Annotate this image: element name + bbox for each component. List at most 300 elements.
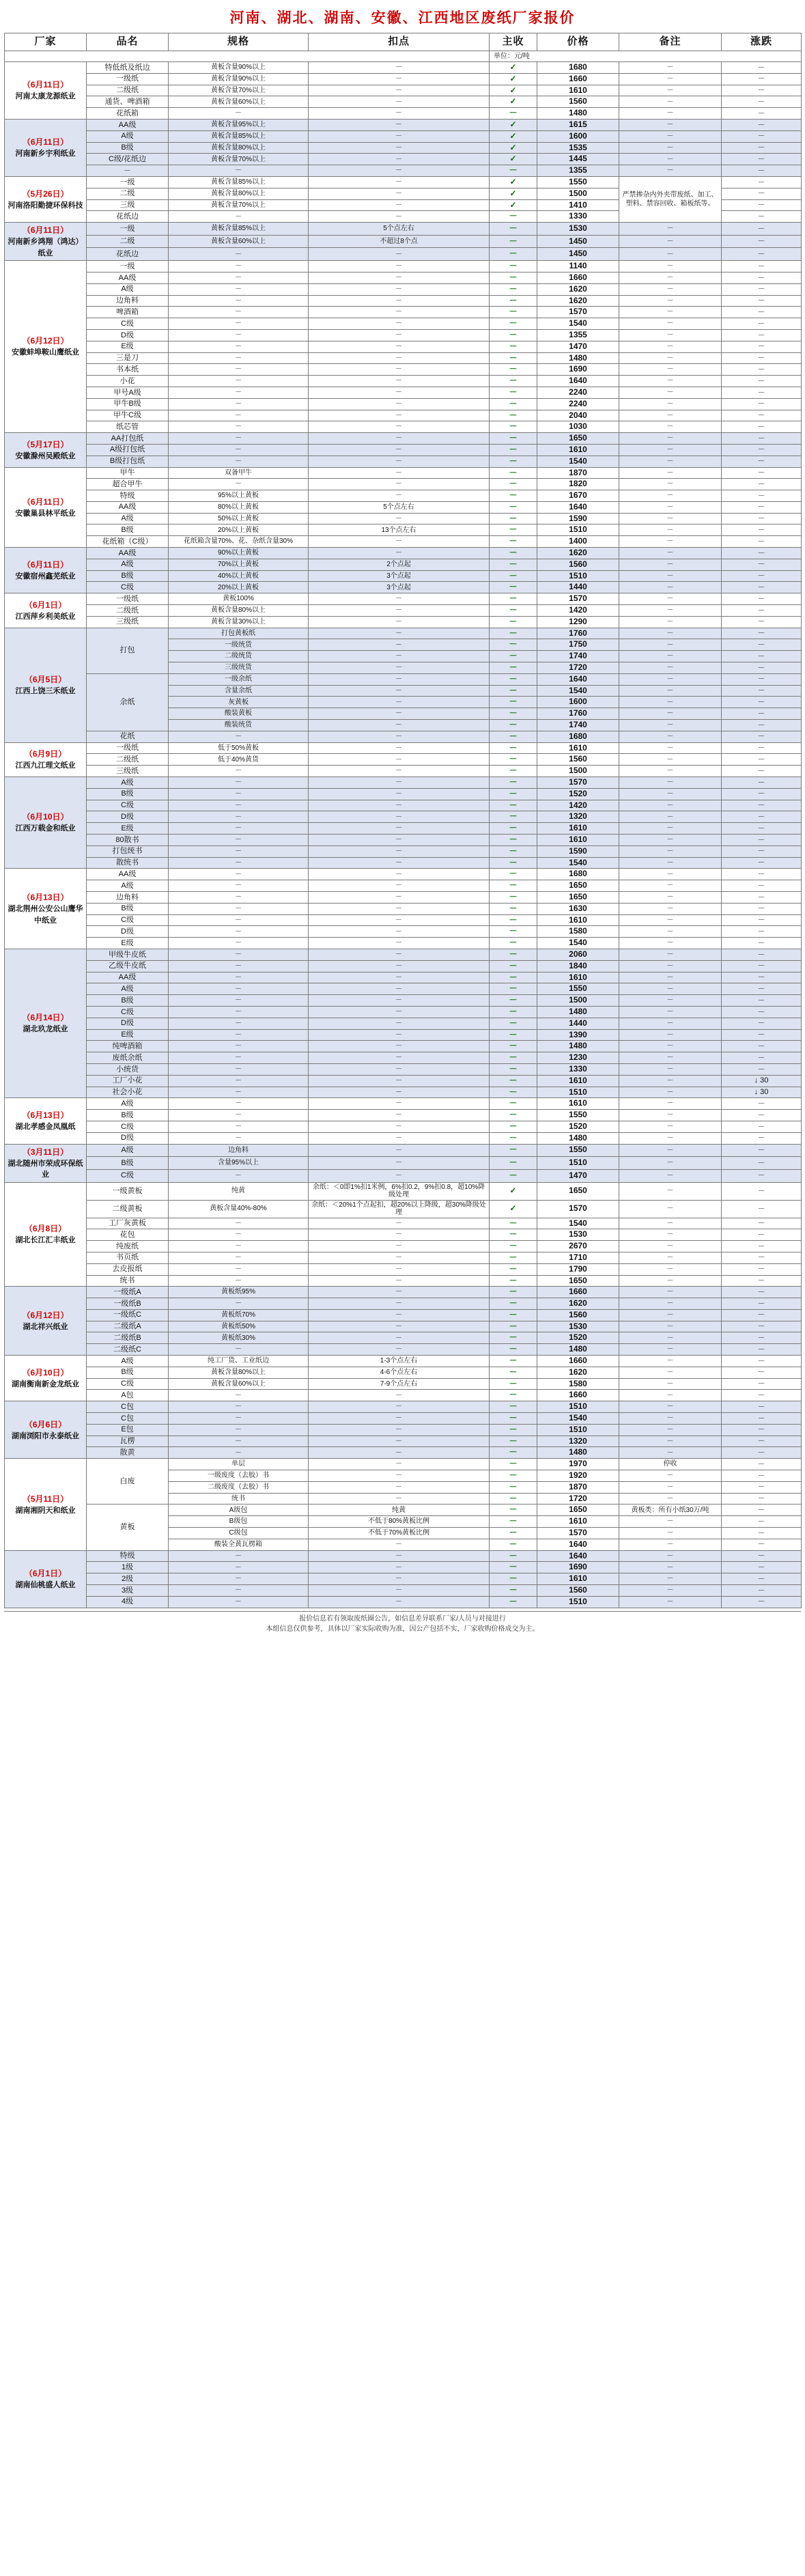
table-body [5, 62, 802, 1608]
main-buy-cell: － [490, 1504, 537, 1516]
main-buy-cell: － [490, 1401, 537, 1413]
spec-cell: 酸装统货 [169, 720, 309, 731]
deduction-cell: － [309, 1562, 490, 1573]
col-price: 价格 [537, 33, 619, 51]
note-cell: － [619, 536, 722, 548]
price-cell: 1550 [537, 1144, 619, 1157]
spec-cell: － [169, 456, 309, 467]
table-row [5, 1332, 802, 1344]
product-name-cell: 打包 [87, 628, 169, 673]
deduction-cell: － [309, 1229, 490, 1241]
deduction-cell: － [309, 708, 490, 720]
note-cell: － [619, 651, 722, 662]
main-buy-cell: － [490, 307, 537, 318]
deduction-cell: － [309, 1275, 490, 1287]
change-cell: － [722, 616, 802, 628]
spec-cell: － [169, 1132, 309, 1144]
deduction-cell: － [309, 1241, 490, 1252]
table-row [5, 995, 802, 1007]
change-cell: － [722, 513, 802, 524]
main-buy-cell: － [490, 1029, 537, 1041]
price-cell: 1470 [537, 341, 619, 352]
change-cell: － [722, 1132, 802, 1144]
main-buy-cell: － [490, 891, 537, 903]
note-cell: － [619, 1481, 722, 1493]
price-cell: 1610 [537, 1075, 619, 1087]
spec-cell: 三级统货 [169, 662, 309, 674]
table-row [5, 800, 802, 811]
product-name-cell: E包 [87, 1424, 169, 1436]
spec-cell: 一级余纸 [169, 673, 309, 685]
change-cell: － [722, 1528, 802, 1539]
change-cell: － [722, 972, 802, 983]
deduction-cell: － [309, 1029, 490, 1041]
table-row [5, 1052, 802, 1064]
table-row [5, 1241, 802, 1252]
table-row [5, 1098, 802, 1110]
change-cell: － [722, 1436, 802, 1447]
note-cell: － [619, 1287, 722, 1298]
table-row [5, 352, 802, 364]
price-cell: 1650 [537, 891, 619, 903]
factory-cell [5, 1144, 87, 1182]
main-buy-cell: ✓ [490, 142, 537, 154]
spec-cell: － [169, 1263, 309, 1275]
factory-cell [5, 628, 87, 742]
spec-cell: － [169, 914, 309, 926]
note-cell: － [619, 880, 722, 892]
main-buy-cell: － [490, 444, 537, 456]
note-cell: － [619, 501, 722, 513]
product-name-cell: AA级 [87, 548, 169, 559]
deduction-cell: － [309, 903, 490, 914]
main-buy-cell: － [490, 1436, 537, 1447]
spec-cell: A级包 [169, 1504, 309, 1516]
note-cell: － [619, 754, 722, 766]
change-cell: － [722, 1493, 802, 1504]
table-row [5, 1459, 802, 1470]
product-name-cell: 甲牛C级 [87, 410, 169, 421]
factory-cell [5, 1182, 87, 1287]
product-name-cell: AA级 [87, 869, 169, 880]
price-cell: 1650 [537, 880, 619, 892]
change-cell: － [722, 983, 802, 995]
product-name-cell: 花纸箱（C级） [87, 536, 169, 548]
deduction-cell: － [309, 605, 490, 617]
factory-name: 江西九江理文纸业 [15, 761, 76, 770]
product-name-cell: 甲号A级 [87, 387, 169, 398]
main-buy-cell: － [490, 1298, 537, 1310]
factory-name: 安徽滁州吴殿纸业 [15, 451, 76, 460]
price-cell: 1510 [537, 1424, 619, 1436]
deduction-cell: － [309, 248, 490, 261]
deduction-cell: － [309, 972, 490, 983]
factory-name: 湖北长江汇丰纸业 [15, 1236, 76, 1245]
deduction-cell: － [309, 685, 490, 697]
main-buy-cell: ✓ [490, 188, 537, 199]
note-cell: － [619, 960, 722, 972]
deduction-cell: － [309, 869, 490, 880]
product-name-cell: C级 [87, 1006, 169, 1018]
change-cell: － [722, 777, 802, 789]
spec-cell: 黄板含量80%以上 [169, 142, 309, 154]
factory-name: 安徽宿州鑫芜纸业 [15, 572, 76, 580]
deduction-cell: － [309, 398, 490, 410]
spec-cell: 黄板纸50% [169, 1321, 309, 1332]
deduction-cell: － [309, 1218, 490, 1229]
note-cell: － [619, 835, 722, 846]
product-name-cell: 书本纸 [87, 364, 169, 376]
spec-cell: － [169, 891, 309, 903]
price-cell: 1750 [537, 639, 619, 651]
table-row [5, 261, 802, 272]
deduction-cell: － [309, 1144, 490, 1157]
note-cell: － [619, 318, 722, 330]
main-buy-cell: － [490, 1550, 537, 1562]
product-name-cell: 小花 [87, 376, 169, 387]
price-cell: 1480 [537, 1344, 619, 1356]
main-buy-cell: － [490, 1075, 537, 1087]
price-cell: 1500 [537, 188, 619, 199]
table-row [5, 845, 802, 857]
deduction-cell: － [309, 1041, 490, 1052]
deduction-cell: － [309, 697, 490, 708]
main-buy-cell: － [490, 605, 537, 617]
price-cell: 1690 [537, 1562, 619, 1573]
spec-cell: － [169, 811, 309, 823]
note-cell: － [619, 570, 722, 582]
deduction-cell: － [309, 1052, 490, 1064]
change-cell: － [722, 1169, 802, 1182]
price-cell: 1560 [537, 754, 619, 766]
price-cell: 1610 [537, 742, 619, 754]
note-cell: － [619, 248, 722, 261]
main-buy-cell: － [490, 800, 537, 811]
spec-cell: 黄板含量60%以上 [169, 1378, 309, 1390]
factory-date: （3月11日） [22, 1147, 69, 1157]
spec-cell: 黄板含量80%以上 [169, 605, 309, 617]
note-cell: － [619, 479, 722, 490]
change-cell: － [722, 1098, 802, 1110]
change-cell: － [722, 1252, 802, 1263]
price-cell: 1450 [537, 235, 619, 248]
deduction-cell: － [309, 1309, 490, 1321]
deduction-cell: － [309, 1121, 490, 1132]
price-cell: 1445 [537, 154, 619, 165]
spec-cell: 70%以上黄板 [169, 559, 309, 570]
deduction-cell: － [309, 479, 490, 490]
change-cell: － [722, 1344, 802, 1356]
note-cell: － [619, 983, 722, 995]
spec-cell: － [169, 835, 309, 846]
price-cell: 1550 [537, 176, 619, 188]
change-cell: － [722, 1470, 802, 1482]
change-cell: － [722, 673, 802, 685]
change-cell: － [722, 662, 802, 674]
main-buy-cell: － [490, 639, 537, 651]
table-row [5, 1367, 802, 1378]
price-cell: 1355 [537, 165, 619, 177]
product-name-cell: 一级纸 [87, 593, 169, 605]
factory-date: （6月1日） [24, 1568, 67, 1578]
price-cell: 1615 [537, 119, 619, 130]
table-row [5, 754, 802, 766]
price-cell: 1620 [537, 283, 619, 295]
change-cell: － [722, 869, 802, 880]
main-buy-cell: － [490, 869, 537, 880]
price-cell: 1440 [537, 1018, 619, 1029]
product-name-cell: D级 [87, 1132, 169, 1144]
note-cell: － [619, 1332, 722, 1344]
table-row [5, 536, 802, 548]
product-name-cell: 甲牛B级 [87, 398, 169, 410]
change-cell: － [722, 1562, 802, 1573]
factory-name: 河南新乡宇利纸业 [15, 150, 76, 158]
product-name-cell: 二级纸 [87, 754, 169, 766]
main-buy-cell: － [490, 1063, 537, 1075]
main-buy-cell: － [490, 720, 537, 731]
note-cell: － [619, 1367, 722, 1378]
change-cell: － [722, 211, 802, 223]
price-cell: 1640 [537, 376, 619, 387]
table-row [5, 513, 802, 524]
note-cell: － [619, 119, 722, 130]
price-cell: 1610 [537, 972, 619, 983]
price-cell: 2670 [537, 1241, 619, 1252]
factory-name: 江西万载金和纸业 [15, 824, 76, 833]
deduction-cell: 余纸：＜20%1个点起扣，超20%以上降级，超30%降级处理 [309, 1200, 490, 1218]
change-cell: － [722, 731, 802, 742]
price-cell: 1540 [537, 1413, 619, 1425]
factory-cell [5, 119, 87, 176]
deduction-cell: － [309, 364, 490, 376]
change-cell: － [722, 307, 802, 318]
deduction-cell: － [309, 96, 490, 108]
factory-cell [5, 433, 87, 467]
main-buy-cell: － [490, 341, 537, 352]
main-buy-cell: － [490, 835, 537, 846]
product-name-cell: AA打包纸 [87, 433, 169, 445]
change-cell: － [722, 1459, 802, 1470]
price-cell: 1590 [537, 845, 619, 857]
deduction-cell: － [309, 108, 490, 120]
spec-cell: － [169, 903, 309, 914]
spec-cell: － [169, 1401, 309, 1413]
change-cell: － [722, 754, 802, 766]
product-name-cell: 一级纸 [87, 742, 169, 754]
table-row [5, 616, 802, 628]
product-name-cell: A级 [87, 559, 169, 570]
price-cell: 1030 [537, 421, 619, 433]
product-name-cell: 去皮报纸 [87, 1263, 169, 1275]
deduction-cell: 不超过8个点 [309, 235, 490, 248]
note-cell: － [619, 307, 722, 318]
factory-date: （6月11日） [22, 559, 69, 570]
main-buy-cell: － [490, 697, 537, 708]
product-name-cell: 散统书 [87, 857, 169, 869]
table-row [5, 731, 802, 742]
change-cell: － [722, 154, 802, 165]
note-cell: － [619, 1144, 722, 1157]
factory-name: 湖北玖龙纸业 [23, 1025, 68, 1034]
table-row [5, 467, 802, 479]
factory-cell [5, 548, 87, 593]
note-cell: － [619, 800, 722, 811]
spec-cell: － [169, 1006, 309, 1018]
price-cell: 1870 [537, 467, 619, 479]
change-cell: － [722, 949, 802, 960]
deduction-cell: － [309, 673, 490, 685]
main-buy-cell: － [490, 1356, 537, 1367]
product-name-cell: 二级黄板 [87, 1200, 169, 1218]
change-cell: － [722, 559, 802, 570]
price-cell: 1640 [537, 1539, 619, 1550]
deduction-cell: － [309, 211, 490, 223]
table-row [5, 570, 802, 582]
note-cell: － [619, 559, 722, 570]
product-name-cell: A级 [87, 1144, 169, 1157]
main-buy-cell: － [490, 1052, 537, 1064]
note-cell: － [619, 456, 722, 467]
change-cell: － [722, 1144, 802, 1157]
price-cell: 1330 [537, 1063, 619, 1075]
product-name-cell: 花纸边 [87, 248, 169, 261]
deduction-cell: － [309, 318, 490, 330]
main-buy-cell: － [490, 1121, 537, 1132]
spec-cell: － [169, 352, 309, 364]
price-cell: 1610 [537, 85, 619, 96]
spec-cell: － [169, 983, 309, 995]
price-cell: 1520 [537, 1121, 619, 1132]
table-row [5, 176, 802, 188]
note-cell: － [619, 1229, 722, 1241]
factory-cell [5, 176, 87, 222]
table-row [5, 582, 802, 593]
spec-cell: － [169, 1075, 309, 1087]
price-cell: 1840 [537, 960, 619, 972]
product-name-cell: 纯废纸 [87, 1241, 169, 1252]
deduction-cell: － [309, 352, 490, 364]
spec-cell: 黄板纸30% [169, 1332, 309, 1344]
spec-cell: － [169, 295, 309, 307]
spec-cell: － [169, 949, 309, 960]
table-row [5, 387, 802, 398]
factory-date: （6月12日） [22, 1310, 69, 1320]
table-row [5, 130, 802, 142]
change-cell: － [722, 1447, 802, 1459]
spec-cell: 黄板纸70% [169, 1309, 309, 1321]
deduction-cell: － [309, 1413, 490, 1425]
spec-cell: － [169, 1413, 309, 1425]
deduction-cell: － [309, 800, 490, 811]
main-buy-cell: － [490, 960, 537, 972]
main-buy-cell: － [490, 788, 537, 800]
main-buy-cell: － [490, 1252, 537, 1263]
spec-cell: － [169, 857, 309, 869]
price-cell: 1820 [537, 479, 619, 490]
change-cell: － [722, 1504, 802, 1516]
note-cell: － [619, 742, 722, 754]
note-cell: － [619, 1539, 722, 1550]
price-cell: 1610 [537, 914, 619, 926]
spec-cell: － [169, 972, 309, 983]
note-cell: － [619, 1516, 722, 1528]
price-cell: 1680 [537, 731, 619, 742]
spec-cell: － [169, 1029, 309, 1041]
table-row [5, 283, 802, 295]
price-cell: 1520 [537, 1332, 619, 1344]
deduction-cell: － [309, 410, 490, 421]
price-cell: 1540 [537, 456, 619, 467]
note-cell: － [619, 811, 722, 823]
price-cell: 1680 [537, 869, 619, 880]
product-name-cell: 三级纸 [87, 616, 169, 628]
change-cell: － [722, 1121, 802, 1132]
note-cell: － [619, 1562, 722, 1573]
note-cell: － [619, 1121, 722, 1132]
change-cell: － [722, 570, 802, 582]
main-buy-cell: － [490, 1344, 537, 1356]
change-cell: － [722, 283, 802, 295]
price-cell: 1520 [537, 788, 619, 800]
price-cell: 1610 [537, 1516, 619, 1528]
table-row [5, 96, 802, 108]
price-cell: 1480 [537, 352, 619, 364]
price-cell: 1560 [537, 559, 619, 570]
main-buy-cell: － [490, 1516, 537, 1528]
spec-cell: － [169, 444, 309, 456]
table-row [5, 1585, 802, 1597]
price-cell: 1500 [537, 995, 619, 1007]
change-cell: － [722, 1367, 802, 1378]
note-cell: － [619, 398, 722, 410]
main-buy-cell: ✓ [490, 96, 537, 108]
price-cell: 1620 [537, 295, 619, 307]
deduction-cell: － [309, 188, 490, 199]
note-cell: 严禁掺杂内外夹带废纸、加工、塑料、禁容回收、箱板纸等。 [619, 176, 722, 222]
table-row [5, 444, 802, 456]
main-buy-cell: － [490, 926, 537, 938]
table-row [5, 926, 802, 938]
factory-name: 江西萍乡利美纸业 [15, 612, 76, 621]
note-cell: － [619, 341, 722, 352]
product-name-cell: － [87, 165, 169, 177]
note-cell: － [619, 62, 722, 74]
deduction-cell: － [309, 1573, 490, 1585]
factory-cell [5, 261, 87, 433]
note-cell: － [619, 1401, 722, 1413]
spec-cell: － [169, 307, 309, 318]
change-cell: － [722, 685, 802, 697]
change-cell: － [722, 1298, 802, 1310]
main-buy-cell: － [490, 261, 537, 272]
deduction-cell: － [309, 1252, 490, 1263]
deduction-cell: － [309, 628, 490, 639]
note-cell: － [619, 1424, 722, 1436]
product-name-cell: AA级 [87, 501, 169, 513]
change-cell: － [722, 742, 802, 754]
note-cell: － [619, 513, 722, 524]
note-cell: － [619, 1006, 722, 1018]
deduction-cell: － [309, 490, 490, 502]
deduction-cell: － [309, 788, 490, 800]
deduction-cell: 余纸：＜0即1%扣1米例，6%扣0.2，9%扣0.8，超10%降级处理 [309, 1182, 490, 1200]
main-buy-cell: － [490, 1309, 537, 1321]
deduction-cell: － [309, 983, 490, 995]
spec-cell: C级包 [169, 1528, 309, 1539]
note-cell: － [619, 593, 722, 605]
spec-cell: － [169, 1063, 309, 1075]
